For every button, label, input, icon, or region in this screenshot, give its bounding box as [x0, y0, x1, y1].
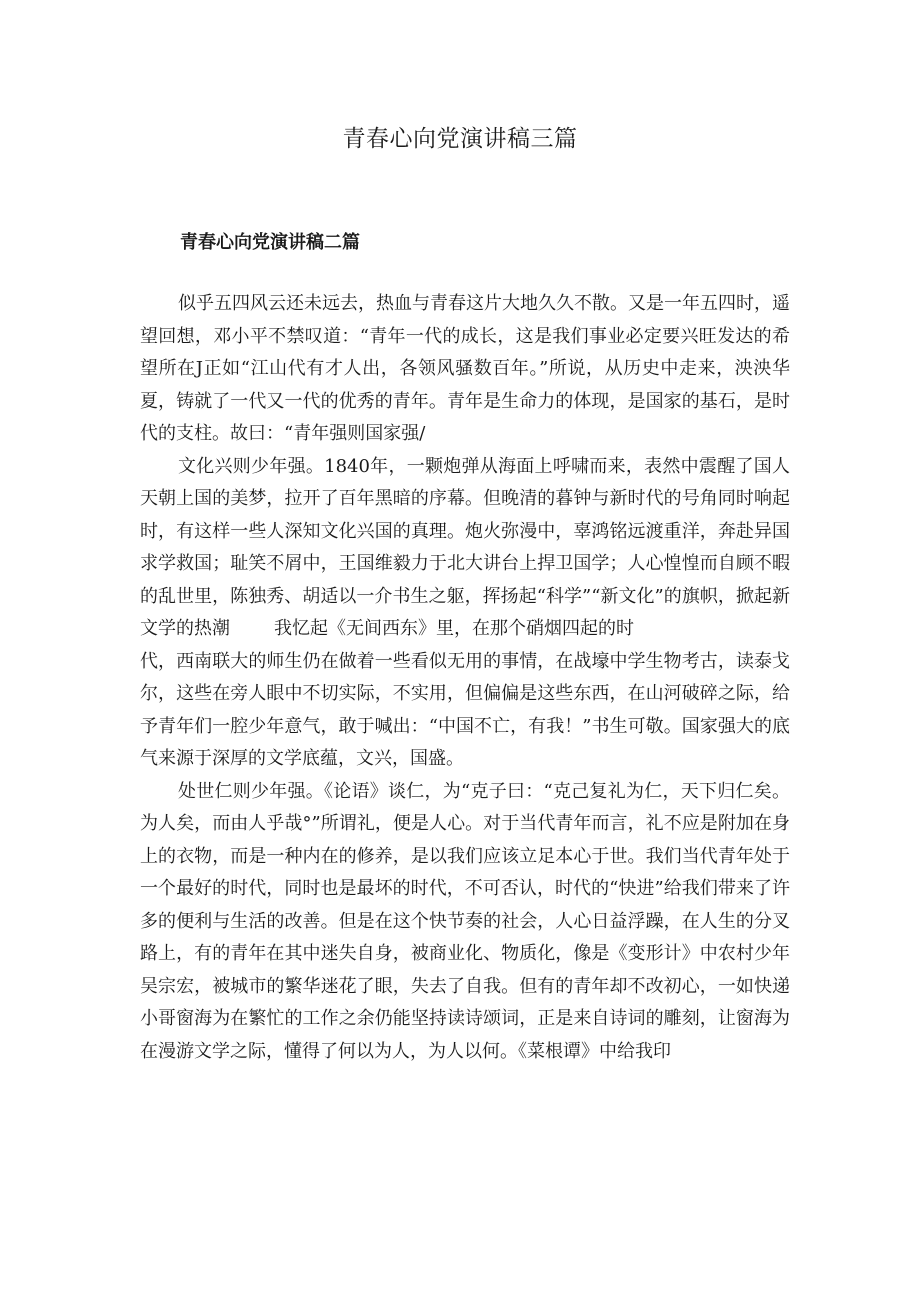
paragraph-4: 处世仁则少年强。《论语》谈仁，为“克子曰：“克己复礼为仁，天下归仁矣。为人矣，而由人乎哉°”所谓礼，便是人心。对于当代青年而言，礼不应是附加在身上的衣物，而是一种内在的修养，是以我们应该立足本心于世。我们当代青年处于一个最好的时代，同时也是最坏的时代，不可否认，时代的“快进”给我们带来了许多的便利与生活的改善。但是在这个快节奏的社会，人心日益浮躁，在人生的分叉路上，有的青年在其中迷失自身，被商业化、物质化，像是《变形计》中农村少年吴宗宏，被城市的繁华迷花了眼，失去了自我。但有的青年却不改初心，一如快递小哥窗海为在繁忙的工作之余仍能坚持读诗颂词，正是来自诗词的雕刻，让窗海为在漫游文学之际，懂得了何以为人，为人以何。《菜根谭》中给我印 — [140, 780, 790, 1062]
paragraph-2-tail: 我忆起《无间西东》里，在那个硝烟四起的时 — [274, 618, 634, 639]
document-title: 青春心向党演讲稿三篇 — [342, 126, 578, 152]
paragraph-1: 似乎五四风云还未远去，热血与青春这片大地久久不散。又是一年五四时，遥望回想，邓小平不禁叹道：“青年一代的成长，这是我们事业必定要兴旺发达的希望所在J正如“江山代有才人出，各领风骚数百年。”所说，从历史中走来，泱泱华夏，铸就了一代又一代的优秀的青年。青年是生命力的体现，是国家的基石，是时代的支柱。故曰：“青年强则国家强/ — [140, 293, 790, 444]
paragraph-2-text: 文化兴则少年强。1840年，一颗炮弹从海面上呼啸而来，表然中震醒了国人天朝上国的美梦，拉开了百年黑暗的序幕。但晚清的暮钟与新时代的号角同时响起时，有这样一些人深知文化兴国的真理。炮火弥漫中，辜鸿铭远渡重洋，奔赴异国求学救国；耻笑不屑中，王国维毅力于北大讲台上捍卫国学；人心惶惶而自顾不暇的乱世里，陈独秀、胡适以一介书生之躯，挥扬起“科学”“新文化”的旗帜，掀起新文学的热潮 — [140, 455, 790, 639]
paragraph-3: 代，西南联大的师生仍在做着一些看似无用的事情，在战壕中学生物考古，读泰戈尔，这些在旁人眼中不切实际，不实用，但偏偏是这些东西，在山河破碎之际，给予青年们一腔少年意气，敢于喊出：“中国不亡，有我！”书生可敬。国家强大的底气来源于深厚的文学底蕴，文兴，国盛。 — [140, 650, 790, 769]
section-subtitle: 青春心向党演讲稿二篇 — [180, 232, 360, 253]
document-body — [140, 288, 790, 1068]
paragraph-2 — [140, 451, 790, 646]
